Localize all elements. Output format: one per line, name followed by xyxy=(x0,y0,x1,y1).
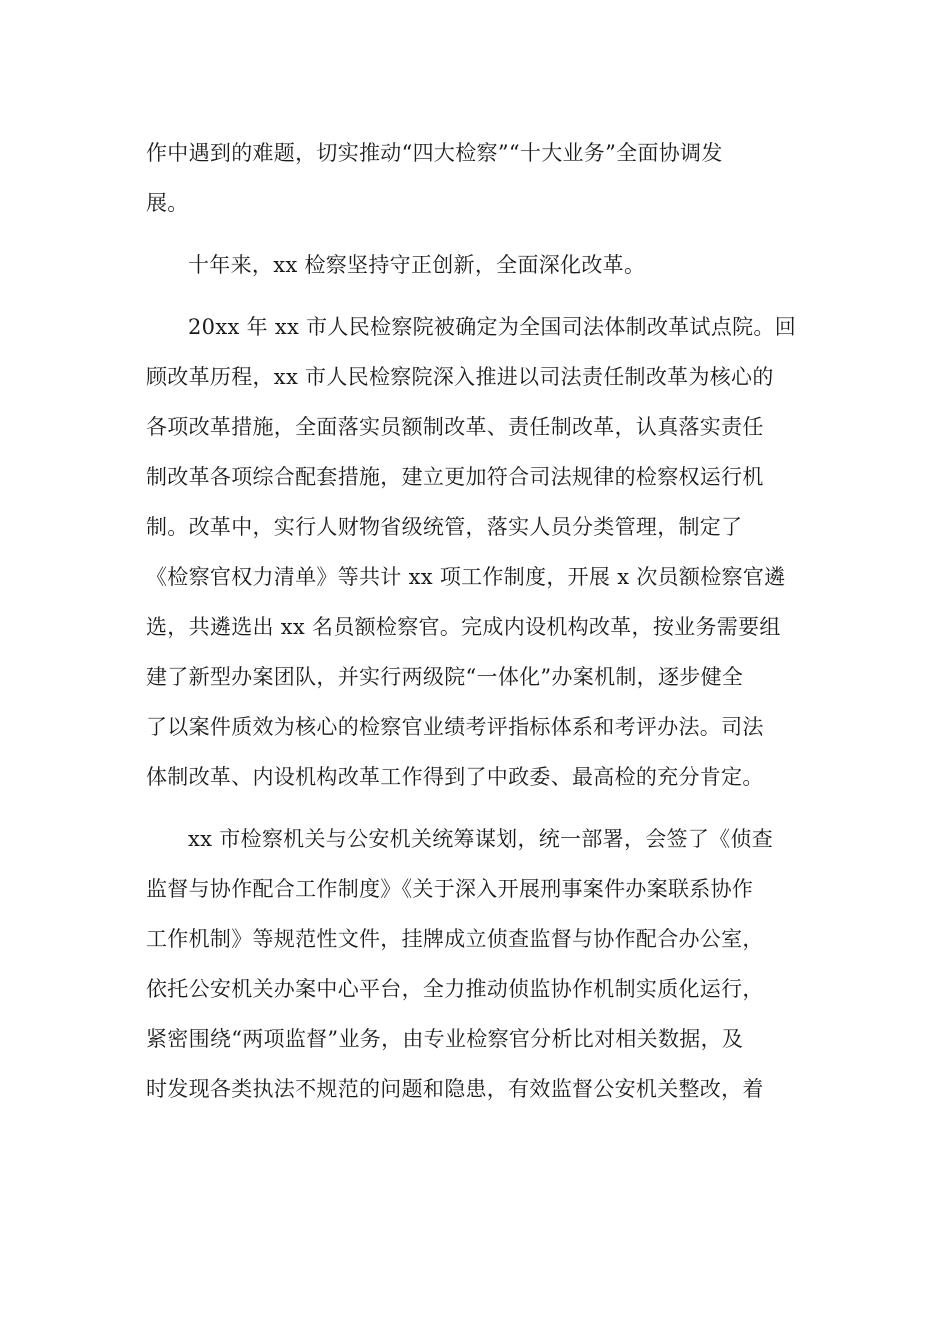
text-line: 监督与协作配合工作制度》《关于深入开展刑事案件办案联系协作 xyxy=(146,877,754,901)
text-line: 顾改革历程，xx 市人民检察院深入推进以司法责任制改革为核心的 xyxy=(146,365,774,389)
text-line: 紧密围绕“两项监督”业务，由专业检察官分析比对相关数据，及 xyxy=(146,1027,744,1051)
text-line: 各项改革措施，全面落实员额制改革、责任制改革，认真落实责任 xyxy=(146,415,764,439)
paragraph-1 xyxy=(146,128,806,228)
text-line: 选，共遴选出 xx 名员额检察官。完成内设机构改革，按业务需要组 xyxy=(146,615,781,639)
text-line: 展。 xyxy=(146,191,189,215)
text-line: 作中遇到的难题，切实推动“四大检察”“十大业务”全面协调发 xyxy=(146,141,723,165)
text-line: 依托公安机关办案中心平台，全力推动侦监协作机制实质化运行， xyxy=(146,977,764,1001)
paragraph-3 xyxy=(146,302,806,802)
text-line: 体制改革、内设机构改革工作得到了中政委、最高检的充分肯定。 xyxy=(146,765,764,789)
text-line: 20xx 年 xx 市人民检察院被确定为全国司法体制改革试点院。回 xyxy=(188,315,797,339)
text-line: 十年来，xx 检察坚持守正创新，全面深化改革。 xyxy=(188,253,646,277)
text-line: 工作机制》等规范性文件，挂牌成立侦查监督与协作配合办公室， xyxy=(146,927,764,951)
text-line: 制。改革中，实行人财物省级统管，落实人员分类管理，制定了 xyxy=(146,515,743,539)
paragraph-2 xyxy=(146,240,806,290)
text-line: 《检察官权力清单》等共计 xx 项工作制度，开展 x 次员额检察官遴 xyxy=(146,565,786,589)
text-line: xx 市检察机关与公安机关统筹谋划，统一部署，会签了《侦查 xyxy=(188,827,774,851)
text-line: 制改革各项综合配套措施，建立更加符合司法规律的检察权运行机 xyxy=(146,465,764,489)
text-line: 建了新型办案团队，并实行两级院“一体化”办案机制，逐步健全 xyxy=(146,665,744,689)
paragraph-4 xyxy=(146,814,806,1114)
document-body xyxy=(146,128,806,1114)
text-line: 时发现各类执法不规范的问题和隐患，有效监督公安机关整改，着 xyxy=(146,1077,764,1101)
text-line: 了以案件质效为核心的检察官业绩考评指标体系和考评办法。司法 xyxy=(146,715,764,739)
